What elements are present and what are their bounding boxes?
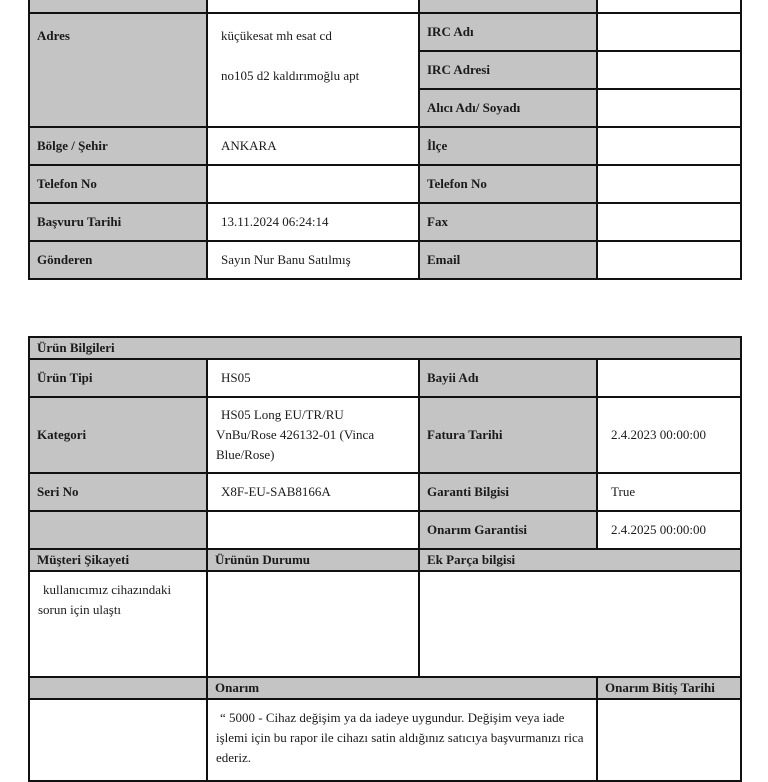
- repair-value: [207, 699, 597, 781]
- district-label: İlçe: [419, 127, 597, 165]
- address-value: [207, 13, 419, 127]
- phone2-label: Telefon No: [419, 165, 597, 203]
- condition-value: [207, 571, 419, 677]
- table-row: [29, 699, 741, 781]
- empty-label-cell: [29, 511, 207, 549]
- product-type-label: Ürün Tipi: [29, 359, 207, 397]
- phone-value: [207, 165, 419, 203]
- invoice-date-label: Fatura Tarihi: [419, 397, 597, 473]
- category-value: [207, 397, 419, 473]
- table-row: [29, 165, 741, 203]
- table-row: [29, 473, 741, 511]
- email-label: Email: [419, 241, 597, 279]
- recipient-label: Alıcı Adı/ Soyadı: [419, 89, 597, 127]
- partial-value-cell: [597, 0, 741, 13]
- table-row: [29, 359, 741, 397]
- product-type-value: HS05: [207, 359, 419, 397]
- region-value: ANKARA: [207, 127, 419, 165]
- email-value: [597, 241, 741, 279]
- customer-info-table: [28, 0, 742, 280]
- complaint-text: kullanıcımız cihazındaki sorun için ulaştı: [38, 582, 172, 617]
- repair-end-value: [597, 699, 741, 781]
- apply-date-label: Başvuru Tarihi: [29, 203, 207, 241]
- warranty-label: Garanti Bilgisi: [419, 473, 597, 511]
- sender-label: Gönderen: [29, 241, 207, 279]
- repair-end-label: Onarım Bitiş Tarihi: [597, 677, 741, 699]
- table-row: [29, 571, 741, 677]
- irc-address-label: IRC Adresi: [419, 51, 597, 89]
- district-value: [597, 127, 741, 165]
- product-info-table: [28, 336, 742, 782]
- product-section-title: Ürün Bilgileri: [29, 337, 741, 359]
- spare-parts-value: [419, 571, 741, 677]
- fax-label: Fax: [419, 203, 597, 241]
- phone2-value: [597, 165, 741, 203]
- partial-label-cell: [29, 0, 207, 13]
- category-label: Kategori: [29, 397, 207, 473]
- serial-label: Seri No: [29, 473, 207, 511]
- address-line-2: no105 d2 kaldırımoğlu apt: [221, 68, 360, 83]
- complaint-label: Müşteri Şikayeti: [29, 549, 207, 571]
- repair-empty-value: [29, 699, 207, 781]
- repair-text: “ 5000 - Cihaz değişim ya da iadeye uygundur. Değişim veya iade işlemi için bu rapor ile cihazı satin aldığınız satıcıya başvurmanızı rica ederiz.: [216, 710, 584, 765]
- irc-name-value: [597, 13, 741, 51]
- apply-date-value: 13.11.2024 06:24:14: [207, 203, 419, 241]
- condition-label: Ürünün Durumu: [207, 549, 419, 571]
- partial-value-cell: [207, 0, 419, 13]
- table-row: [29, 241, 741, 279]
- repair-label: Onarım: [207, 677, 597, 699]
- warranty-value: True: [597, 473, 741, 511]
- table-row: [29, 397, 741, 473]
- table-row: [29, 13, 741, 51]
- table-row: [29, 0, 741, 13]
- address-label: Adres: [29, 13, 207, 127]
- table-row: [29, 127, 741, 165]
- category-text: HS05 Long EU/TR/RU VnBu/Rose 426132-01 (Vinca Blue/Rose): [216, 407, 375, 462]
- repair-empty-label: [29, 677, 207, 699]
- partial-label-cell: [419, 0, 597, 13]
- irc-name-label: IRC Adı: [419, 13, 597, 51]
- table-row: [29, 677, 741, 699]
- phone-label: Telefon No: [29, 165, 207, 203]
- recipient-value: [597, 89, 741, 127]
- region-label: Bölge / Şehir: [29, 127, 207, 165]
- table-row: [29, 337, 741, 359]
- repair-warranty-label: Onarım Garantisi: [419, 511, 597, 549]
- empty-value-cell: [207, 511, 419, 549]
- complaint-value: [29, 571, 207, 677]
- table-row: [29, 511, 741, 549]
- table-row: [29, 549, 741, 571]
- sender-value: Sayın Nur Banu Satılmış: [207, 241, 419, 279]
- address-line-1: küçükesat mh esat cd: [221, 28, 332, 43]
- fax-value: [597, 203, 741, 241]
- spare-parts-label: Ek Parça bilgisi: [419, 549, 741, 571]
- invoice-date-value: 2.4.2023 00:00:00: [597, 397, 741, 473]
- irc-address-value: [597, 51, 741, 89]
- repair-warranty-value: 2.4.2025 00:00:00: [597, 511, 741, 549]
- serial-value: X8F-EU-SAB8166A: [207, 473, 419, 511]
- dealer-label: Bayii Adı: [419, 359, 597, 397]
- dealer-value: [597, 359, 741, 397]
- table-row: [29, 203, 741, 241]
